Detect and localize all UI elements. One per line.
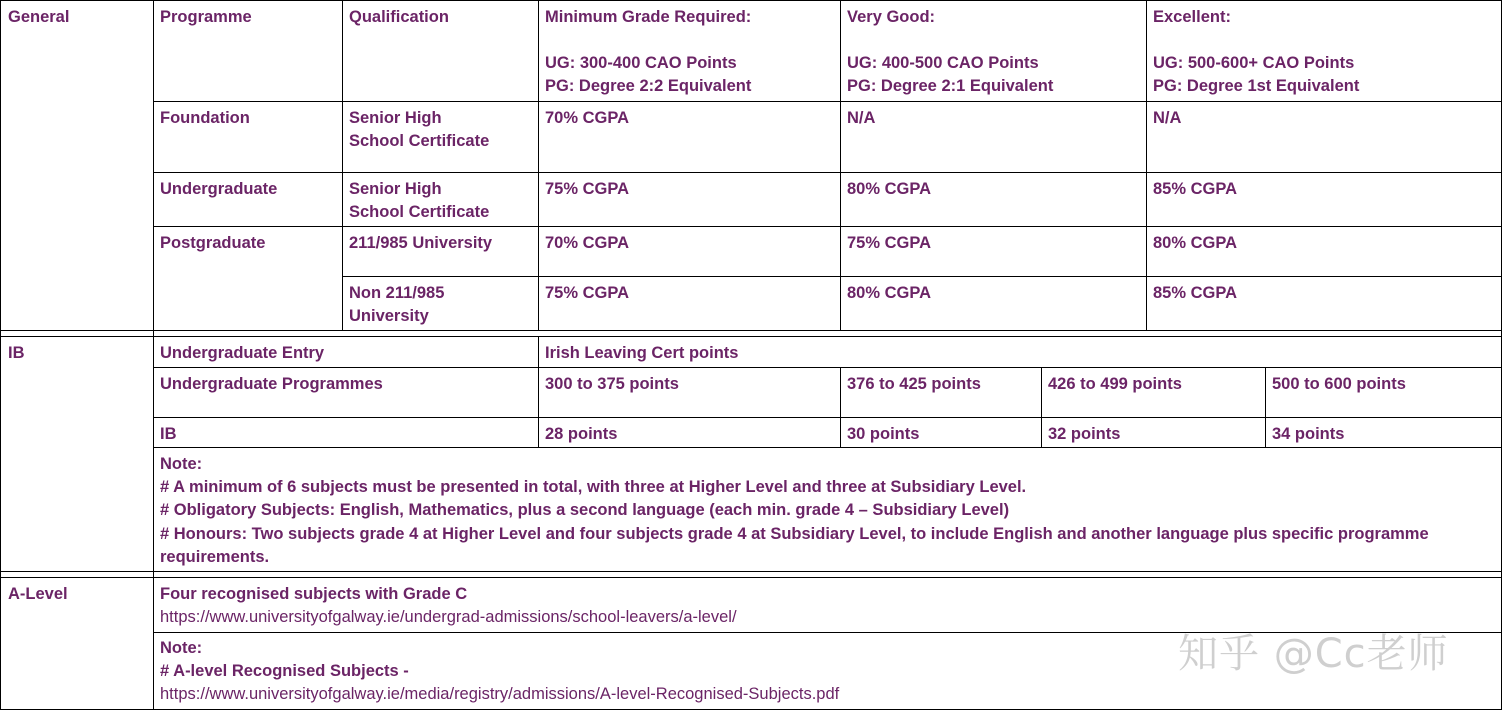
ib-points-label: IB: [160, 425, 177, 443]
section-label-alevel: A-Level: [8, 585, 68, 603]
ib-band: 376 to 425 points: [847, 375, 981, 393]
ib-note-line: requirements.: [160, 548, 270, 566]
border: [153, 226, 1502, 227]
ib-programmes-label: Undergraduate Programmes: [160, 375, 383, 393]
section-label-general: General: [8, 8, 70, 26]
border: [153, 172, 1502, 173]
watermark: 知乎 @Cc老师: [1178, 631, 1449, 677]
ib-band: 426 to 499 points: [1048, 375, 1182, 393]
ib-entry-value: Irish Leaving Cert points: [545, 344, 739, 362]
border: [1041, 367, 1042, 448]
row-min-grade: 75% CGPA: [545, 284, 630, 302]
row-qualification: University: [349, 307, 429, 325]
header-vg-pg: PG: Degree 2:1 Equivalent: [847, 77, 1054, 95]
row-min-grade: 70% CGPA: [545, 109, 630, 127]
row-programme: Undergraduate: [160, 180, 278, 198]
section-divider: [0, 330, 1502, 331]
header-ex-pg: PG: Degree 1st Equivalent: [1153, 77, 1360, 95]
border: [1265, 367, 1266, 448]
section-label-ib: IB: [8, 344, 25, 362]
alevel-subjects-link[interactable]: https://www.universityofgalway.ie/media/registry/admissions/A-level-Recognised-Subjects.pdf: [160, 685, 840, 703]
alevel-note-title: Note:: [160, 639, 203, 657]
border: [1146, 0, 1147, 331]
header-ex-title: Excellent:: [1153, 8, 1231, 26]
border: [153, 417, 1502, 418]
section-divider: [0, 571, 1502, 572]
header-min-title: Minimum Grade Required:: [545, 8, 752, 26]
header-qualification: Qualification: [349, 8, 449, 26]
ib-points: 34 points: [1272, 425, 1345, 443]
border: [538, 337, 539, 448]
alevel-link[interactable]: https://www.universityofgalway.ie/undergrad-admissions/school-leavers/a-level/: [160, 608, 737, 626]
alevel-requirement: Four recognised subjects with Grade C: [160, 585, 468, 603]
ib-note-line: # Obligatory Subjects: English, Mathematics, plus a second language (each min. grade 4 – Subsidiary Level): [160, 501, 1010, 519]
row-qualification: Senior High: [349, 109, 442, 127]
header-min-ug: UG: 300-400 CAO Points: [545, 54, 737, 72]
ib-note-title: Note:: [160, 455, 203, 473]
ib-entry-label: Undergraduate Entry: [160, 344, 325, 362]
ib-points: 32 points: [1048, 425, 1121, 443]
row-programme: Postgraduate: [160, 234, 266, 252]
row-qualification: Non 211/985: [349, 284, 445, 302]
row-min-grade: 75% CGPA: [545, 180, 630, 198]
ib-points: 30 points: [847, 425, 920, 443]
ib-points: 28 points: [545, 425, 618, 443]
row-excellent: 85% CGPA: [1153, 180, 1238, 198]
border: [153, 367, 1502, 368]
row-qualification: Senior High: [349, 180, 442, 198]
header-ex-ug: UG: 500-600+ CAO Points: [1153, 54, 1355, 72]
border: [153, 0, 154, 710]
row-excellent: 80% CGPA: [1153, 234, 1238, 252]
row-very-good: 80% CGPA: [847, 180, 932, 198]
ib-band: 500 to 600 points: [1272, 375, 1406, 393]
border: [840, 0, 841, 331]
row-qualification: 211/985 University: [349, 234, 493, 252]
ib-band: 300 to 375 points: [545, 375, 679, 393]
border: [342, 276, 1502, 277]
row-very-good: 75% CGPA: [847, 234, 932, 252]
border: [153, 447, 1502, 448]
row-excellent: N/A: [1153, 109, 1182, 127]
row-qualification: School Certificate: [349, 203, 490, 221]
header-min-pg: PG: Degree 2:2 Equivalent: [545, 77, 752, 95]
border: [0, 0, 1502, 1]
border: [342, 0, 343, 331]
border: [840, 367, 841, 448]
row-programme: Foundation: [160, 109, 250, 127]
ib-note-line: # Honours: Two subjects grade 4 at Higher Level and four subjects grade 4 at Subsidiary Level, to include English and another language plus specific programme: [160, 525, 1429, 543]
header-programme: Programme: [160, 8, 252, 26]
section-divider: [0, 336, 1502, 337]
row-min-grade: 70% CGPA: [545, 234, 630, 252]
row-very-good: N/A: [847, 109, 876, 127]
row-excellent: 85% CGPA: [1153, 284, 1238, 302]
border: [0, 0, 1, 710]
border: [538, 0, 539, 331]
header-vg-ug: UG: 400-500 CAO Points: [847, 54, 1039, 72]
row-qualification: School Certificate: [349, 132, 490, 150]
header-vg-title: Very Good:: [847, 8, 936, 26]
border: [153, 101, 1502, 102]
ib-note-line: # A minimum of 6 subjects must be presented in total, with three at Higher Level and three at Subsidiary Level.: [160, 478, 1027, 496]
alevel-note-line: # A-level Recognised Subjects -: [160, 662, 409, 680]
section-divider: [0, 577, 1502, 578]
row-very-good: 80% CGPA: [847, 284, 932, 302]
